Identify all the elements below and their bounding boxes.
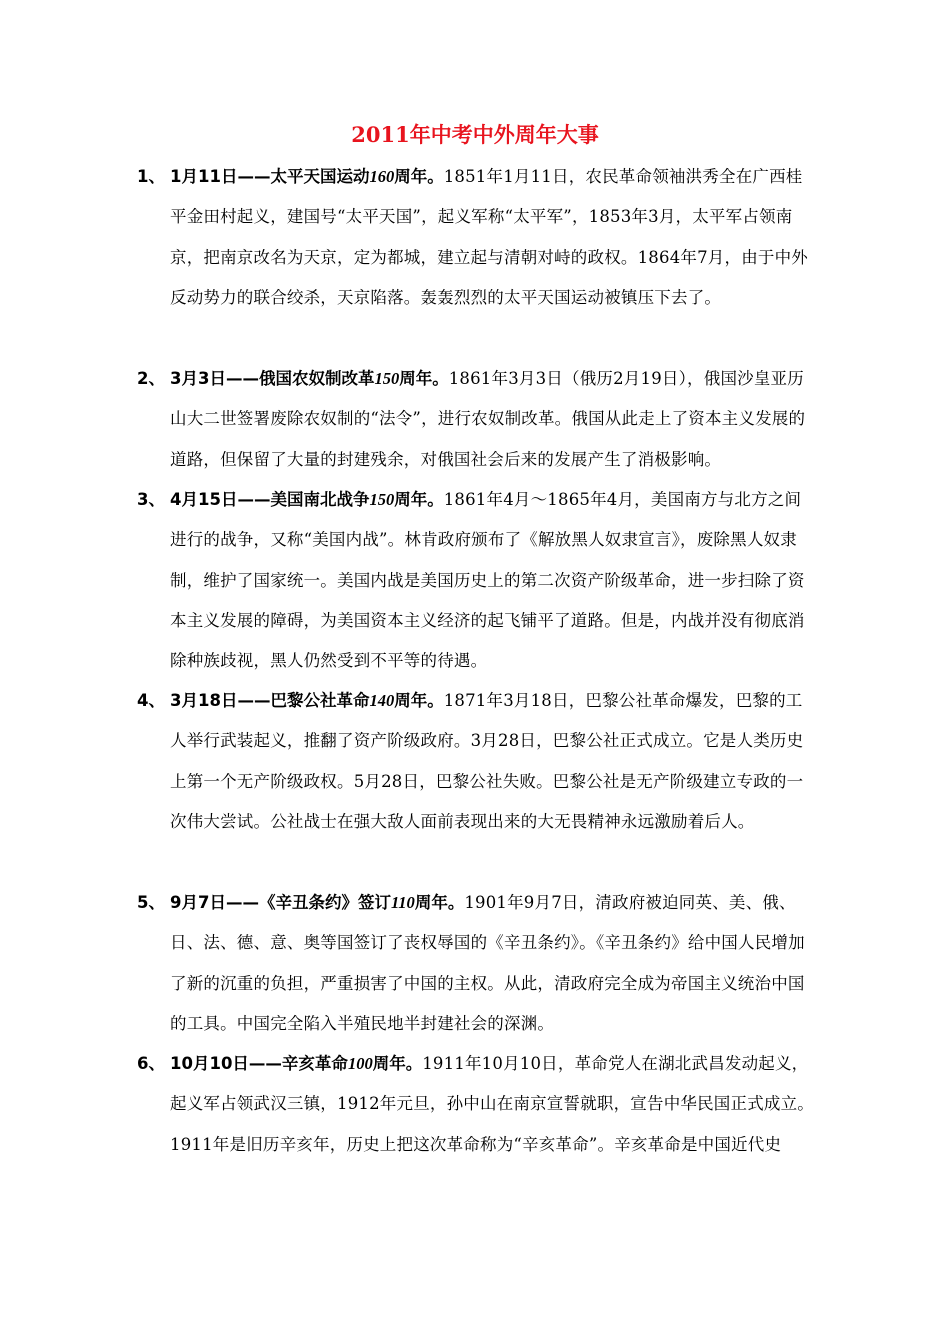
heading-years: 100 bbox=[347, 1054, 373, 1073]
heading-years: 110 bbox=[390, 893, 415, 912]
heading-years: 140 bbox=[369, 691, 395, 710]
heading-suffix: 周年。 bbox=[394, 167, 444, 186]
item-body: 1861年3月3日（俄历2月19日），俄国沙皇亚历山大二世签署废除农奴制的“法令”，进行农奴制改革。俄国从此走上了资本主义发展的道路，但保留了大量的封建残余，对俄国社会后来的发展产生了消极影响。 bbox=[170, 369, 806, 469]
item-body: 1871年3月18日，巴黎公社革命爆发，巴黎的工人举行武装起义，推翻了资产阶级政府。3月28日，巴黎公社正式成立。它是人类历史上第一个无产阶级政权。5月28日，巴黎公社失败。巴黎公社是无产阶级建立专政的一次伟大尝试。公社战士在强大敌人面前表现出来的大无畏精神永远激励着后人。 bbox=[170, 691, 804, 831]
item-body: 1901年9月7日，清政府被迫同英、美、俄、日、法、德、意、奥等国签订了丧权辱国的《辛丑条约》。《辛丑条约》给中国人民增加了新的沉重的负担，严重损害了中国的主权。从此，清政府完全成为帝国主义统治中国的工具。中国完全陷入半殖民地半封建社会的深渊。 bbox=[170, 893, 805, 1033]
heading-suffix: 周年。 bbox=[372, 1054, 423, 1073]
item-number: 2、 bbox=[137, 369, 165, 388]
item-number: 5、 bbox=[137, 893, 165, 912]
document-title: 2011年中考中外周年大事 bbox=[351, 122, 599, 147]
heading-suffix: 周年。 bbox=[399, 369, 449, 388]
item-heading bbox=[170, 893, 464, 912]
list-item-xinhai-revolution bbox=[137, 1044, 817, 1165]
item-number: 1、 bbox=[137, 167, 165, 186]
heading-text: 3月3日——俄国农奴制改革 bbox=[170, 369, 375, 388]
heading-text: 3月18日——巴黎公社革命 bbox=[170, 691, 370, 710]
item-body: 1861年4月～1865年4月，美国南方与北方之间进行的战争，又称“美国内战”。林肯政府颁布了《解放黑人奴隶宣言》，废除黑人奴隶制，维护了国家统一。美国内战是美国历史上的第二次资产阶级革命，进一步扫除了资本主义发展的障碍，为美国资本主义经济的起飞铺平了道路。但是，内战并没有彻底消除种族歧视，黑人仍然受到不平等的待遇。 bbox=[170, 490, 805, 671]
item-body: 1911年10月10日，革命党人在湖北武昌发动起义，起义军占领武汉三镇，1912年元旦，孙中山在南京宣誓就职，宣告中华民国正式成立。1911年是旧历辛亥年，历史上把这次革命称为“辛亥革命”。辛亥革命是中国近代史 bbox=[170, 1054, 814, 1154]
item-heading bbox=[170, 1054, 422, 1073]
item-heading bbox=[170, 691, 444, 710]
item-number: 4、 bbox=[137, 691, 165, 710]
list-item-taiping bbox=[137, 157, 817, 318]
list-item-russia-serfdom bbox=[137, 359, 817, 480]
heading-text: 9月7日——《辛丑条约》签订 bbox=[170, 893, 391, 912]
heading-suffix: 周年。 bbox=[394, 691, 444, 710]
list-item-us-civil-war bbox=[137, 480, 817, 681]
heading-years: 160 bbox=[369, 167, 395, 186]
item-body: 1851年1月11日，农民革命领袖洪秀全在广西桂平金田村起义，建国号“太平天国”，起义军称“太平军”，1853年3月，太平军占领南京，把南京改名为天京，定为都城，建立起与清朝对峙的政权。1864年7月，由于中外反动势力的联合绞杀，天京陷落。轰轰烈烈的太平天国运动被镇压下去了。 bbox=[170, 167, 808, 307]
heading-years: 150 bbox=[374, 369, 400, 388]
item-heading bbox=[170, 167, 444, 186]
heading-years: 150 bbox=[369, 490, 395, 509]
heading-text: 10月10日——辛亥革命 bbox=[170, 1054, 348, 1073]
heading-text: 4月15日——美国南北战争 bbox=[170, 490, 370, 509]
list-item-boxer-protocol bbox=[137, 883, 817, 1044]
heading-suffix: 周年。 bbox=[394, 490, 444, 509]
item-heading bbox=[170, 490, 444, 509]
item-number: 6、 bbox=[137, 1054, 165, 1073]
item-heading bbox=[170, 369, 449, 388]
item-number: 3、 bbox=[137, 490, 165, 509]
list-item-paris-commune bbox=[137, 681, 817, 842]
heading-text: 1月11日——太平天国运动 bbox=[170, 167, 370, 186]
heading-suffix: 周年。 bbox=[414, 893, 465, 912]
